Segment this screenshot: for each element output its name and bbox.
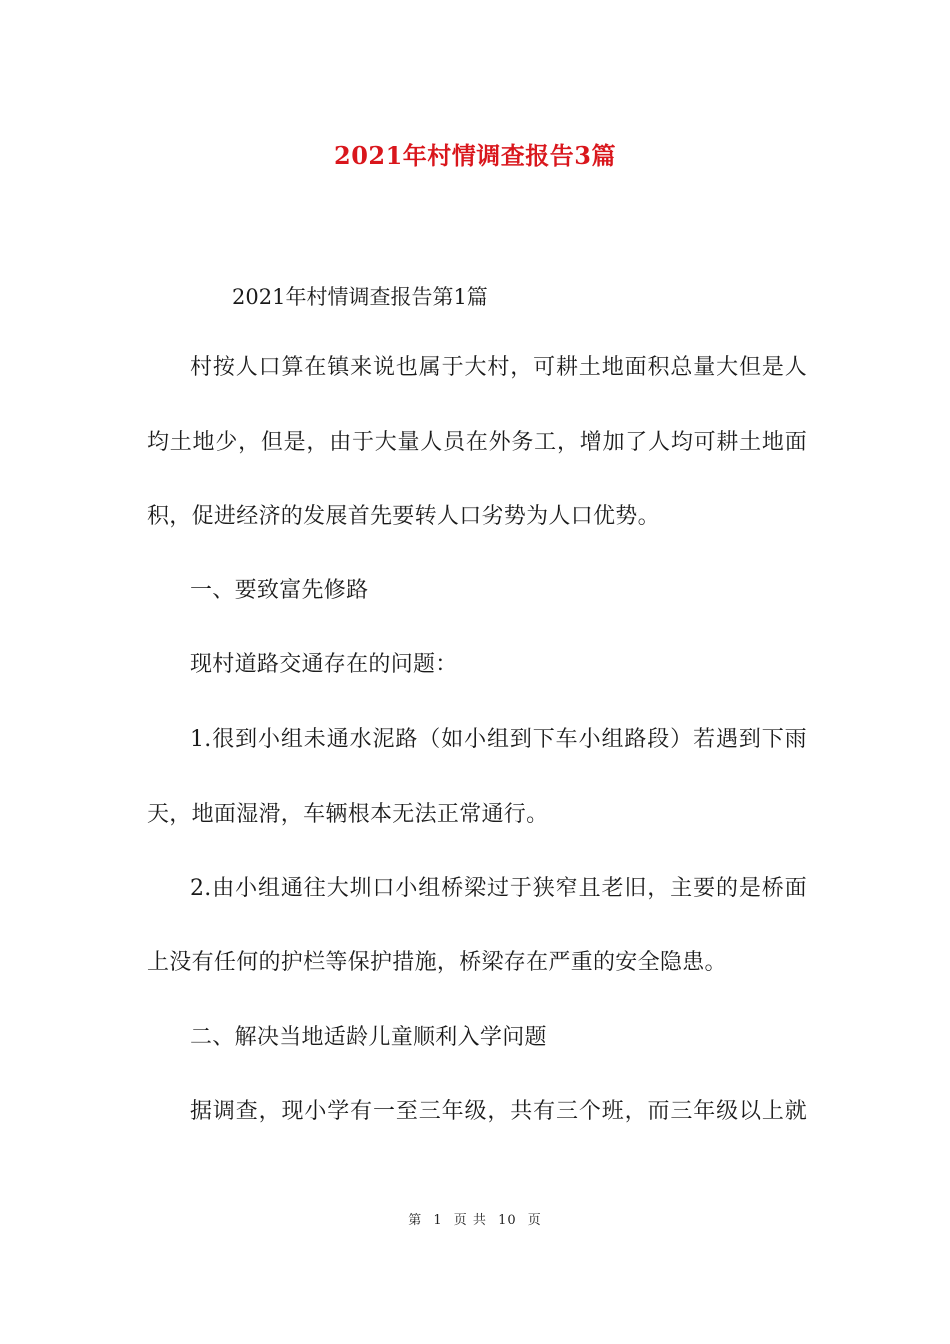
body-line: 均土地少，但是，由于大量人员在外务工，增加了人均可耕土地面 bbox=[147, 430, 807, 455]
body-line: 积，促进经济的发展首先要转人口劣势为人口优势。 bbox=[147, 504, 660, 529]
section-heading: 二、解决当地适龄儿童顺利入学问题 bbox=[190, 1025, 547, 1050]
list-item: 2.由小组通往大圳口小组桥梁过于狭窄且老旧，主要的是桥面 bbox=[190, 876, 807, 901]
footer-page-number: 1 bbox=[433, 1213, 443, 1228]
footer-prefix: 第 bbox=[408, 1213, 423, 1228]
body-line: 现村道路交通存在的问题： bbox=[190, 652, 458, 677]
body-line: 天，地面湿滑，车辆根本无法正常通行。 bbox=[147, 802, 549, 827]
section-heading: 一、要致富先修路 bbox=[190, 578, 369, 603]
footer-suffix: 页 bbox=[527, 1213, 542, 1228]
page-footer bbox=[0, 1209, 950, 1228]
body-line: 村按人口算在镇来说也属于大村，可耕土地面积总量大但是人 bbox=[190, 355, 807, 380]
body-line: 据调查，现小学有一至三年级，共有三个班，而三年级以上就 bbox=[190, 1099, 807, 1124]
footer-total-pages: 10 bbox=[498, 1213, 517, 1228]
section-subtitle: 2021年村情调查报告第1篇 bbox=[232, 285, 488, 309]
footer-mid: 页 共 bbox=[453, 1213, 487, 1228]
document-title: 2021年村情调查报告3篇 bbox=[334, 141, 616, 170]
list-item: 1.很到小组未通水泥路（如小组到下车小组路段）若遇到下雨 bbox=[190, 727, 807, 752]
body-line: 上没有任何的护栏等保护措施，桥梁存在严重的安全隐患。 bbox=[147, 950, 727, 975]
